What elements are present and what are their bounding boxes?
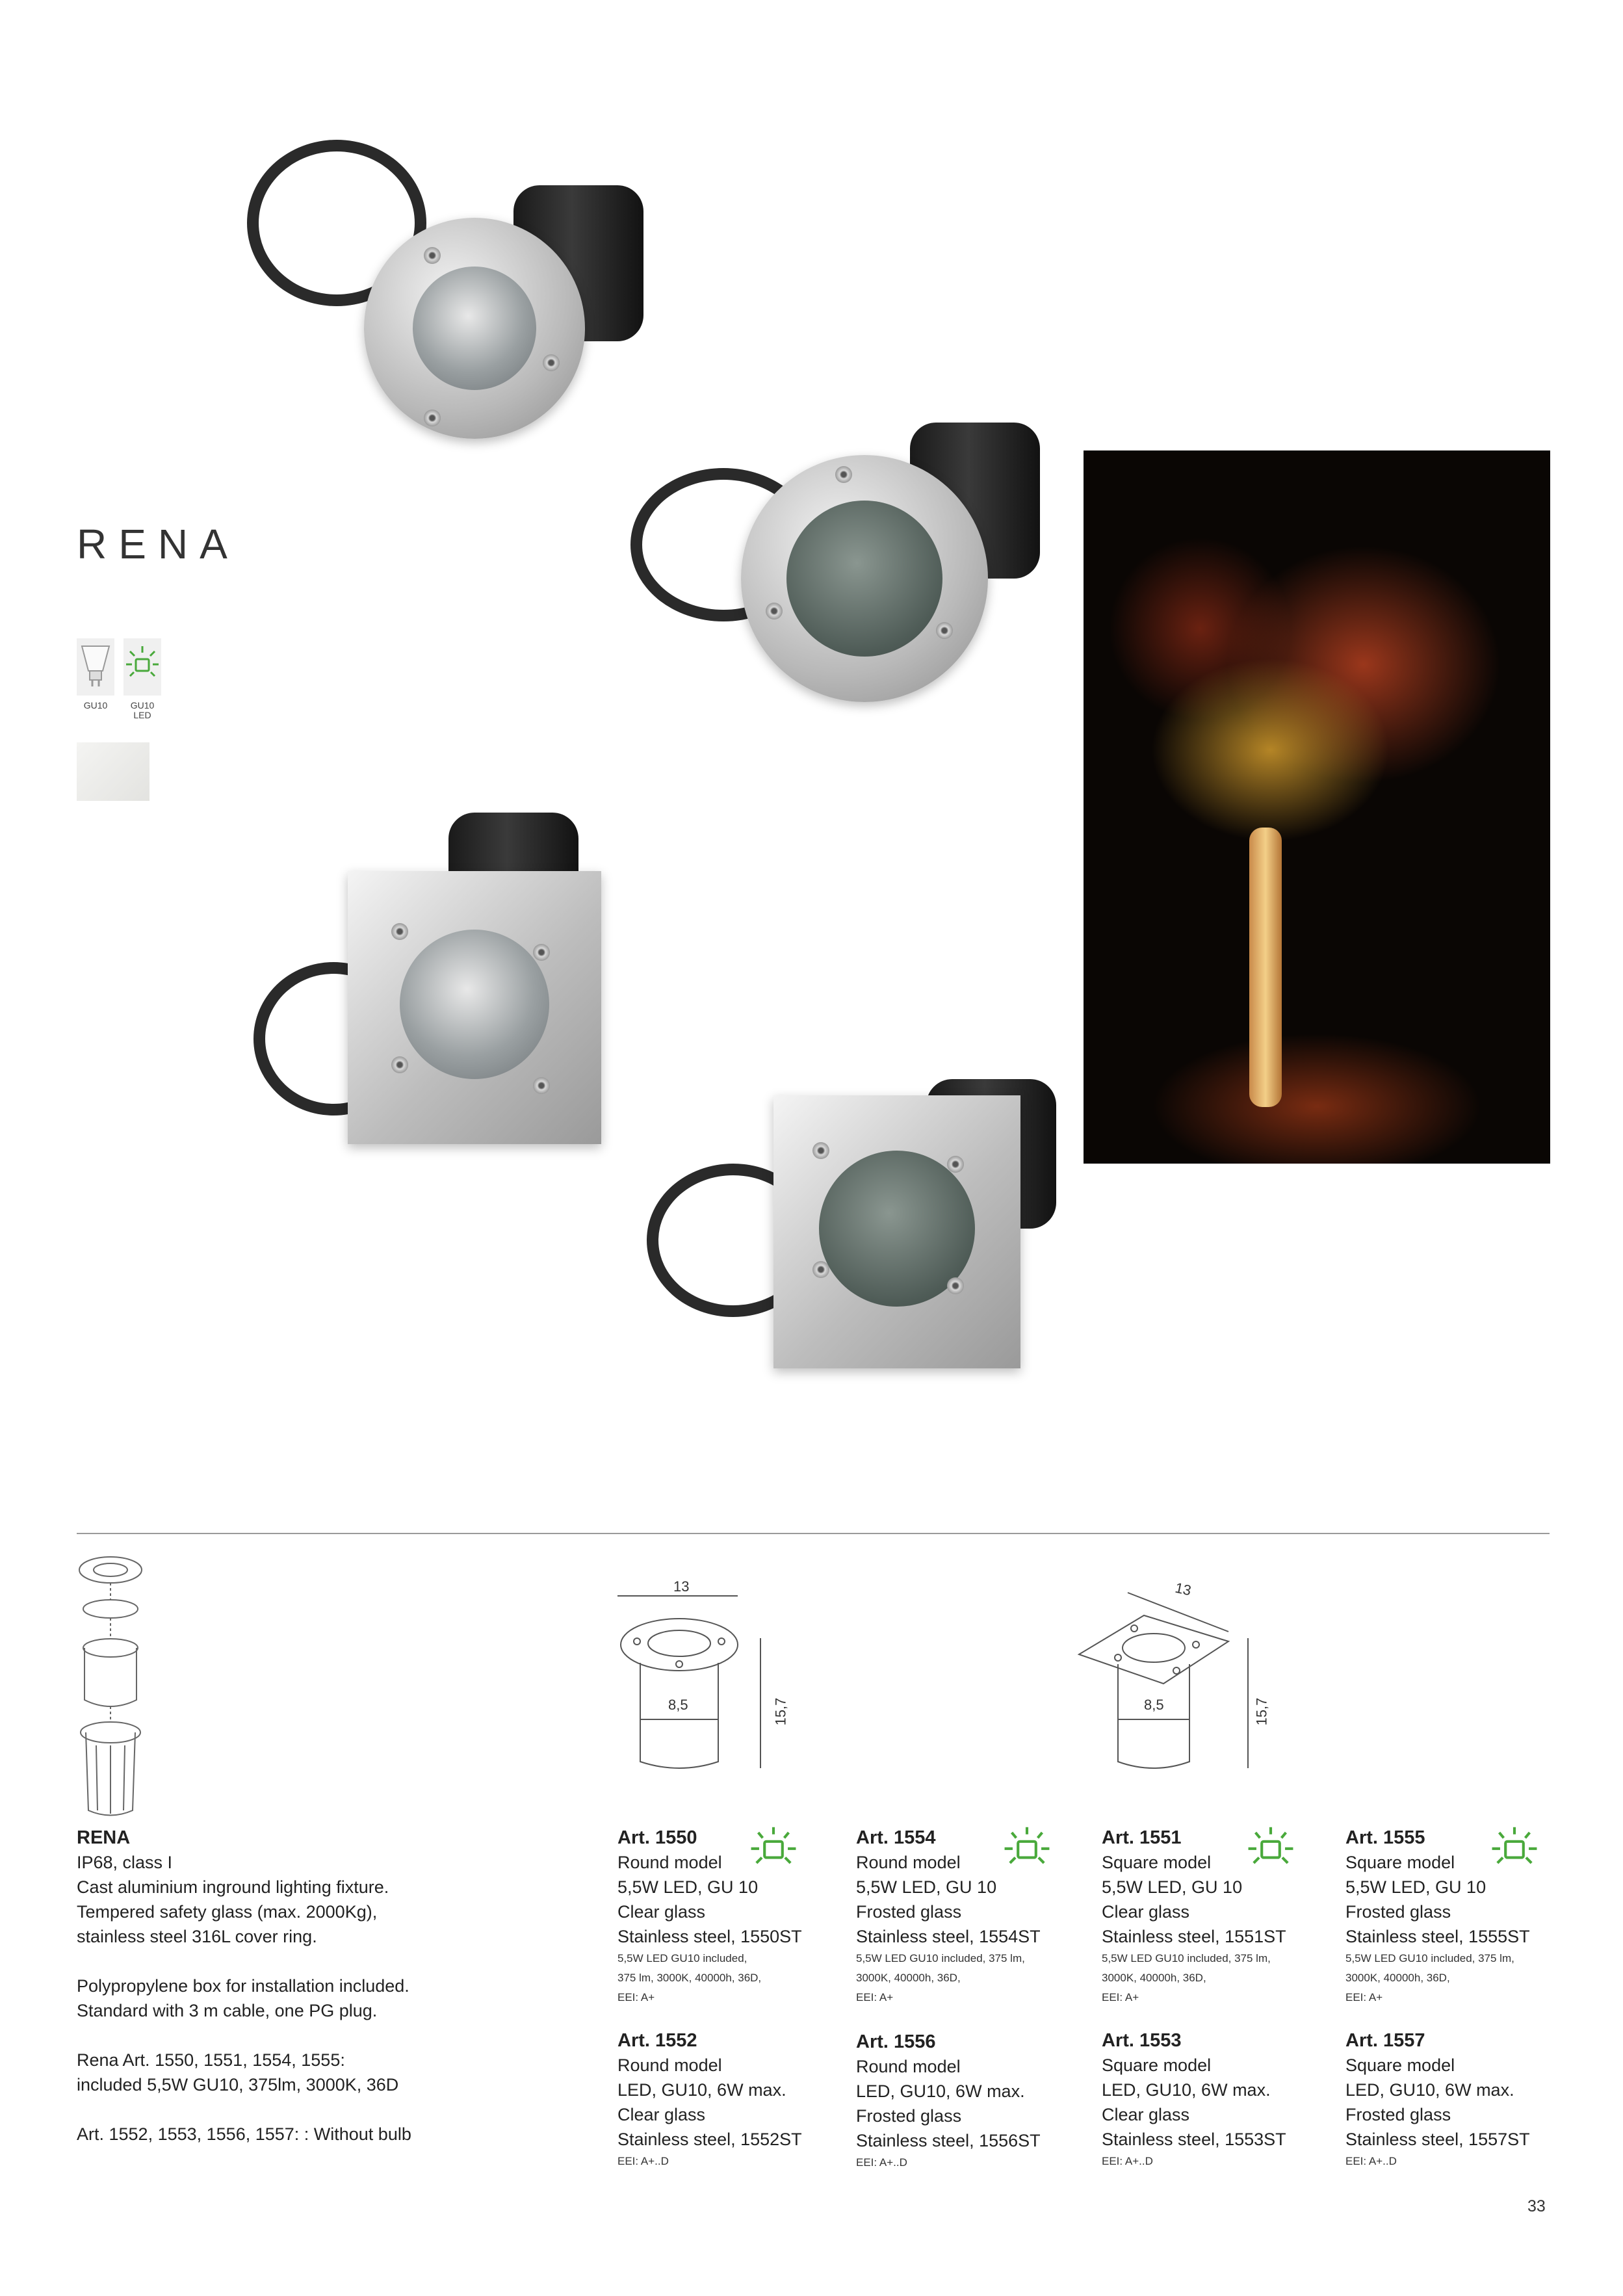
article-note: 5,5W LED GU10 included, — [617, 1952, 747, 1964]
clear-glass — [400, 930, 549, 1079]
article-line: Square model — [1345, 1853, 1455, 1872]
article-block — [617, 1825, 832, 2007]
article-line: LED, GU10, 6W max. — [617, 2080, 786, 2100]
finish-swatch-stainless — [77, 742, 149, 801]
article-line: LED, GU10, 6W max. — [856, 2081, 1025, 2101]
round-height-label: 15,7 — [772, 1697, 789, 1726]
screw-icon — [766, 603, 783, 620]
article-line: Round model — [617, 1853, 722, 1872]
screw-icon — [947, 1277, 964, 1294]
product-photo-round-frosted — [624, 397, 1066, 715]
article-line: Square model — [1345, 2055, 1455, 2075]
article-line: Clear glass — [1102, 1902, 1190, 1922]
article-line: Stainless steel, 1557ST — [1345, 2130, 1530, 2149]
article-note: EEI: A+..D — [856, 2156, 907, 2169]
description-spacer — [77, 2097, 519, 2122]
product-photo-square-frosted — [640, 1066, 1063, 1365]
article-block — [856, 2029, 1071, 2172]
led-badge-icon — [1488, 1825, 1540, 1866]
screw-icon — [533, 1077, 550, 1094]
description-line: stainless steel 316L cover ring. — [77, 1927, 317, 1946]
article-note: 5,5W LED GU10 included, 375 lm, — [1345, 1952, 1514, 1964]
description-heading: RENA — [77, 1827, 131, 1848]
description-line: Standard with 3 m cable, one PG plug. — [77, 2001, 378, 2020]
description-lines — [77, 1850, 519, 2146]
gu10-bulb-icon — [77, 638, 114, 696]
article-line: Clear glass — [617, 1902, 706, 1922]
square-height-label: 15,7 — [1253, 1697, 1270, 1726]
article-line: Frosted glass — [1345, 2105, 1451, 2124]
dimension-drawing-square — [1066, 1573, 1261, 1781]
icon-label-gu10: GU10 — [83, 700, 108, 711]
frosted-glass — [786, 501, 942, 657]
article-block — [1345, 2028, 1553, 2171]
description-line: Art. 1552, 1553, 1556, 1557: : Without bulb — [77, 2124, 411, 2144]
dimension-drawing-round — [611, 1573, 793, 1781]
article-title: Art. 1555 — [1345, 1827, 1425, 1848]
description-spacer — [77, 1949, 519, 1974]
product-photo-square-clear — [253, 800, 669, 1164]
article-note: EEI: A+ — [1345, 1991, 1383, 2003]
article-note: 3000K, 40000h, 36D, — [1345, 1972, 1450, 1984]
screw-icon — [543, 354, 560, 371]
description-line: Rena Art. 1550, 1551, 1554, 1555: — [77, 2050, 345, 2070]
article-line: LED, GU10, 6W max. — [1345, 2080, 1514, 2100]
screw-icon — [812, 1142, 829, 1159]
article-title: Art. 1553 — [1102, 2030, 1182, 2051]
article-line: Clear glass — [1102, 2105, 1190, 2124]
product-description — [77, 1825, 519, 2146]
article-line: Frosted glass — [856, 1902, 962, 1922]
article-line: Clear glass — [617, 2105, 706, 2124]
article-line: Stainless steel, 1554ST — [856, 1927, 1041, 1946]
article-note: 3000K, 40000h, 36D, — [856, 1972, 961, 1984]
article-line: Stainless steel, 1552ST — [617, 2130, 802, 2149]
article-line: Stainless steel, 1551ST — [1102, 1927, 1286, 1946]
article-line: Round model — [856, 1853, 961, 1872]
tree-trunk — [1249, 828, 1282, 1107]
round-width-label: 13 — [673, 1578, 690, 1595]
screw-icon — [835, 466, 852, 483]
description-line: included 5,5W GU10, 375lm, 3000K, 36D — [77, 2075, 399, 2094]
article-line: 5,5W LED, GU 10 — [617, 1877, 759, 1897]
article-title: Art. 1551 — [1102, 1827, 1182, 1848]
exploded-view-drawing — [73, 1550, 151, 1823]
article-title: Art. 1554 — [856, 1827, 936, 1848]
article-line: 5,5W LED, GU 10 — [856, 1877, 997, 1897]
article-title: Art. 1550 — [617, 1827, 697, 1848]
product-title: RENA — [77, 521, 239, 567]
product-photo-round-clear — [247, 120, 669, 484]
round-inner-label: 8,5 — [668, 1697, 688, 1713]
article-line: Stainless steel, 1556ST — [856, 2131, 1041, 2150]
screw-icon — [936, 622, 953, 639]
screw-icon — [391, 1056, 408, 1073]
article-line: 5,5W LED, GU 10 — [1102, 1877, 1243, 1897]
description-line: IP68, class I — [77, 1853, 173, 1872]
article-note: 5,5W LED GU10 included, 375 lm, — [1102, 1952, 1271, 1964]
screw-icon — [424, 410, 441, 426]
article-line: LED, GU10, 6W max. — [1102, 2080, 1271, 2100]
screw-icon — [812, 1261, 829, 1278]
article-line: Round model — [856, 2057, 961, 2076]
icon-label-gu10-led: GU10 LED — [130, 700, 155, 720]
article-line: Round model — [617, 2055, 722, 2075]
article-line: Stainless steel, 1555ST — [1345, 1927, 1530, 1946]
description-line: Cast aluminium inground lighting fixture. — [77, 1877, 389, 1897]
article-line: Stainless steel, 1553ST — [1102, 2130, 1286, 2149]
description-line: Tempered safety glass (max. 2000Kg), — [77, 1902, 378, 1922]
article-note: 5,5W LED GU10 included, 375 lm, — [856, 1952, 1025, 1964]
square-inner-label: 8,5 — [1144, 1697, 1164, 1713]
description-spacer — [77, 2023, 519, 2048]
article-note: 375 lm, 3000K, 40000h, 36D, — [617, 1972, 762, 1984]
screw-icon — [533, 944, 550, 961]
article-note: 3000K, 40000h, 36D, — [1102, 1972, 1206, 1984]
square-width-label: 13 — [1173, 1579, 1193, 1599]
article-line: Square model — [1102, 2055, 1212, 2075]
article-note: EEI: A+ — [1102, 1991, 1139, 2003]
article-block — [617, 2028, 832, 2171]
led-badge-icon — [1245, 1825, 1297, 1866]
article-note: EEI: A+ — [856, 1991, 894, 2003]
article-line: Square model — [1102, 1853, 1212, 1872]
gu10-led-icon — [123, 638, 161, 696]
screw-icon — [947, 1156, 964, 1173]
article-line: Frosted glass — [1345, 1902, 1451, 1922]
section-divider — [77, 1533, 1550, 1534]
clear-glass — [413, 267, 536, 390]
led-badge-icon — [747, 1825, 799, 1866]
article-note: EEI: A+..D — [1345, 2155, 1397, 2167]
page-number: 33 — [1527, 2197, 1546, 2215]
description-line: Polypropylene box for installation included. — [77, 1976, 409, 1996]
article-block — [1102, 2028, 1316, 2171]
article-line: Frosted glass — [856, 2106, 962, 2126]
led-badge-icon — [1001, 1825, 1053, 1866]
article-title: Art. 1556 — [856, 2031, 936, 2052]
ambient-photo-tree-uplight — [1084, 450, 1550, 1164]
screw-icon — [391, 923, 408, 940]
article-note: EEI: A+ — [617, 1991, 655, 2003]
screw-icon — [424, 247, 441, 264]
article-line: Stainless steel, 1550ST — [617, 1927, 802, 1946]
article-line: 5,5W LED, GU 10 — [1345, 1877, 1487, 1897]
article-title: Art. 1557 — [1345, 2030, 1425, 2051]
article-note: EEI: A+..D — [1102, 2155, 1153, 2167]
article-title: Art. 1552 — [617, 2030, 697, 2051]
article-note: EEI: A+..D — [617, 2155, 669, 2167]
